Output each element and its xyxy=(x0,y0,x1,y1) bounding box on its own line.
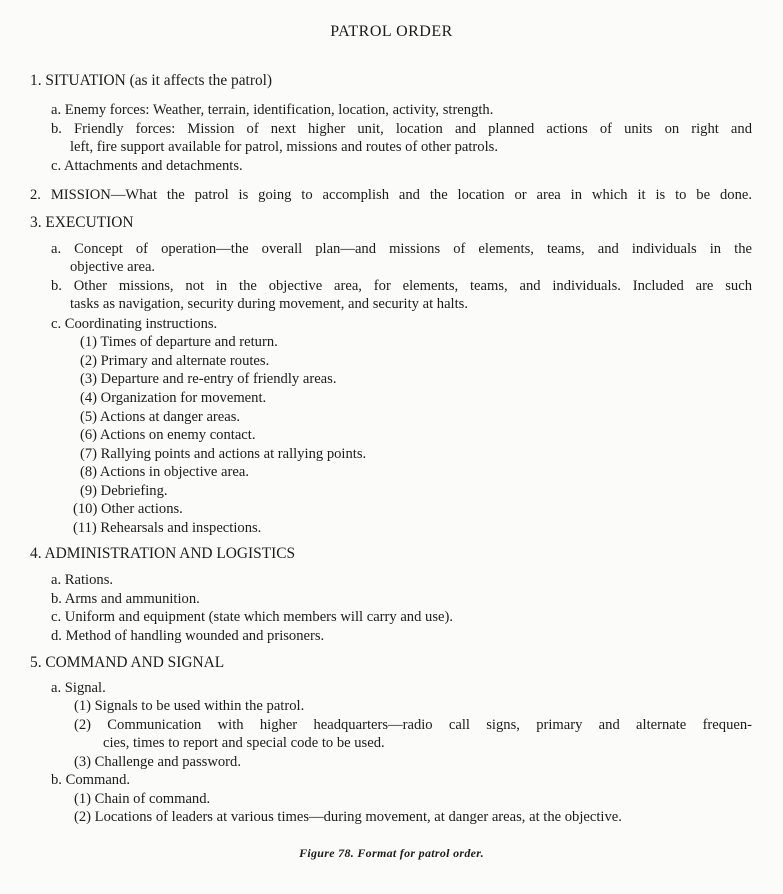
section-heading-execution: 3. EXECUTION xyxy=(30,214,134,231)
coordinating-instruction: (3) Departure and re-entry of friendly areas. xyxy=(80,371,337,387)
coordinating-instruction: (9) Debriefing. xyxy=(80,483,168,499)
coordinating-instruction: (11) Rehearsals and inspections. xyxy=(73,520,262,536)
coordinating-instruction: (6) Actions on enemy contact. xyxy=(80,427,256,443)
coordinating-instruction: (7) Rallying points and actions at rallying points. xyxy=(80,446,367,462)
section-heading-administration: 4. ADMINISTRATION AND LOGISTICS xyxy=(30,545,296,562)
admin-item-a: a. Rations. xyxy=(51,572,114,588)
section-heading-situation: 1. SITUATION (as it affects the patrol) xyxy=(30,72,273,89)
section-heading-command-signal: 5. COMMAND AND SIGNAL xyxy=(30,654,225,671)
command-subitem: (2) Locations of leaders at various times—during movement, at danger areas, at the objective. xyxy=(74,809,622,825)
signal-item-line2: cies, times to report and special code to be used. xyxy=(103,735,385,751)
section-heading-mission: 2. MISSION—What the patrol is going to accomplish and the location or area in which it is to be done. xyxy=(30,187,752,203)
situation-item-c: c. Attachments and detachments. xyxy=(51,158,243,174)
command-subitem: (1) Chain of command. xyxy=(74,791,211,807)
coordinating-instruction: (10) Other actions. xyxy=(73,501,183,517)
execution-item-b-line1: b. Other missions, not in the objective area, for elements, teams, and individuals. Included are such xyxy=(51,278,752,294)
execution-item-b-line2: tasks as navigation, security during movement, and security at halts. xyxy=(70,296,468,312)
admin-item-b: b. Arms and ammunition. xyxy=(51,591,200,607)
signal-item-line1: (2) Communication with higher headquarters—radio call signs, primary and alternate frequen- xyxy=(74,717,752,733)
coordinating-instruction: (8) Actions in objective area. xyxy=(80,464,249,480)
page-title: PATROL ORDER xyxy=(330,23,453,40)
coordinating-instruction: (1) Times of departure and return. xyxy=(80,334,278,350)
execution-item-a-line1: a. Concept of operation—the overall plan—and missions of elements, teams, and individuals in the xyxy=(51,241,752,257)
execution-item-c: c. Coordinating instructions. xyxy=(51,316,218,332)
situation-item-b-line2: left, fire support available for patrol, missions and routes of other patrols. xyxy=(70,139,498,155)
command-item-b: b. Command. xyxy=(51,772,131,788)
admin-item-c: c. Uniform and equipment (state which members will carry and use). xyxy=(51,609,454,625)
situation-item-b-line1: b. Friendly forces: Mission of next higher unit, location and planned actions of units on right and xyxy=(51,121,752,137)
coordinating-instruction: (4) Organization for movement. xyxy=(80,390,267,406)
coordinating-instruction: (5) Actions at danger areas. xyxy=(80,409,241,425)
coordinating-instruction: (2) Primary and alternate routes. xyxy=(80,353,270,369)
execution-item-a-line2: objective area. xyxy=(70,259,156,275)
figure-caption: Figure 78. Format for patrol order. xyxy=(299,846,484,860)
situation-item-a: a. Enemy forces: Weather, terrain, identification, location, activity, strength. xyxy=(51,102,494,118)
signal-item: (1) Signals to be used within the patrol. xyxy=(74,698,305,714)
signal-item: (3) Challenge and password. xyxy=(74,754,241,770)
command-item-a: a. Signal. xyxy=(51,680,106,696)
admin-item-d: d. Method of handling wounded and prisoners. xyxy=(51,628,325,644)
